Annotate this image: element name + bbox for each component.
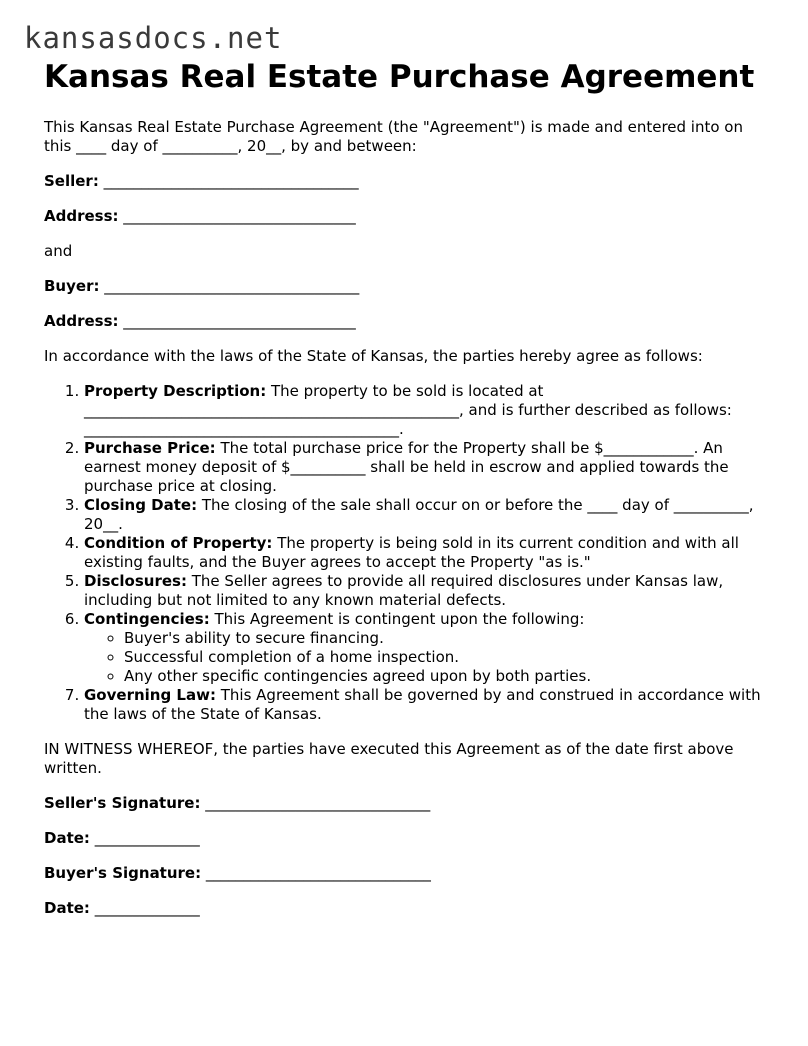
- seller-signature-field: [44, 794, 768, 813]
- buyer-address-blank[interactable]: _______________________________: [123, 312, 356, 330]
- buyer-address-label: Address:: [44, 312, 119, 330]
- and-text: and: [44, 242, 73, 260]
- seller-date-blank[interactable]: ______________: [94, 829, 200, 847]
- seller-signature-label: Seller's Signature:: [44, 794, 201, 812]
- term-label: Contingencies:: [84, 610, 210, 628]
- buyer-blank[interactable]: __________________________________: [104, 277, 360, 295]
- term-text: This Agreement shall be governed by and construed in accordance with the laws of the State of Kansas.: [84, 686, 761, 723]
- seller-field: [44, 172, 768, 191]
- seller-blank[interactable]: __________________________________: [103, 172, 359, 190]
- term-text: The property to be sold is located at __________________________________________________, and is further described as follows: __________________________________________.: [84, 382, 732, 438]
- seller-date-field: [44, 829, 768, 848]
- buyer-address-field: [44, 312, 768, 331]
- term-closing-date: [84, 496, 768, 534]
- term-label: Governing Law:: [84, 686, 216, 704]
- seller-label: Seller:: [44, 172, 99, 190]
- term-property-description: [84, 382, 768, 439]
- intro-paragraph: This Kansas Real Estate Purchase Agreement (the "Agreement") is made and entered into on this ____ day of __________, 20__, by and between:: [44, 118, 743, 155]
- term-purchase-price: [84, 439, 768, 496]
- contingency-item: ◦ Buyer's ability to secure financing.: [124, 629, 768, 648]
- seller-address-label: Address:: [44, 207, 119, 225]
- buyer-signature-blank[interactable]: ______________________________: [205, 864, 431, 882]
- term-text: The Seller agrees to provide all required disclosures under Kansas law, including but not limited to any known material defects.: [84, 572, 724, 609]
- contingencies-list: [84, 629, 768, 686]
- term-label: Purchase Price:: [84, 439, 216, 457]
- term-contingencies: [84, 610, 768, 686]
- witness-paragraph: IN WITNESS WHEREOF, the parties have executed this Agreement as of the date first above written.: [44, 740, 734, 777]
- term-label: Closing Date:: [84, 496, 198, 514]
- contingency-item: ◦ Successful completion of a home inspection.: [124, 648, 768, 667]
- term-text: The closing of the sale shall occur on or before the ____ day of __________, 20__.: [84, 496, 754, 533]
- seller-address-field: [44, 207, 768, 226]
- term-condition-of-property: [84, 534, 768, 572]
- term-governing-law: [84, 686, 768, 724]
- term-label: Disclosures:: [84, 572, 187, 590]
- watermark: kansasdocs.net: [24, 21, 283, 55]
- buyer-label: Buyer:: [44, 277, 100, 295]
- page-title: Kansas Real Estate Purchase Agreement: [44, 59, 755, 95]
- laws-intro: In accordance with the laws of the State of Kansas, the parties hereby agree as follows:: [44, 347, 703, 365]
- buyer-date-blank[interactable]: ______________: [94, 899, 200, 917]
- term-label: Condition of Property:: [84, 534, 273, 552]
- buyer-signature-field: [44, 864, 768, 883]
- contingency-item: ◦ Any other specific contingencies agreed upon by both parties.: [124, 667, 768, 686]
- buyer-date-field: [44, 899, 768, 918]
- seller-address-blank[interactable]: _______________________________: [123, 207, 356, 225]
- term-text: This Agreement is contingent upon the following:: [214, 610, 585, 628]
- document-page: [44, 58, 768, 918]
- term-text: The total purchase price for the Property shall be $____________. An earnest money deposit of $__________ shall be held in escrow and applied towards the purchase price at closing.: [84, 439, 729, 495]
- buyer-date-label: Date:: [44, 899, 90, 917]
- terms-list: [44, 382, 768, 724]
- term-text: The property is being sold in its current condition and with all existing faults, and the Buyer agrees to accept the Property "as is.": [84, 534, 739, 571]
- buyer-signature-label: Buyer's Signature:: [44, 864, 202, 882]
- seller-date-label: Date:: [44, 829, 90, 847]
- seller-signature-blank[interactable]: ______________________________: [205, 794, 431, 812]
- term-disclosures: [84, 572, 768, 610]
- term-label: Property Description:: [84, 382, 267, 400]
- buyer-field: [44, 277, 768, 296]
